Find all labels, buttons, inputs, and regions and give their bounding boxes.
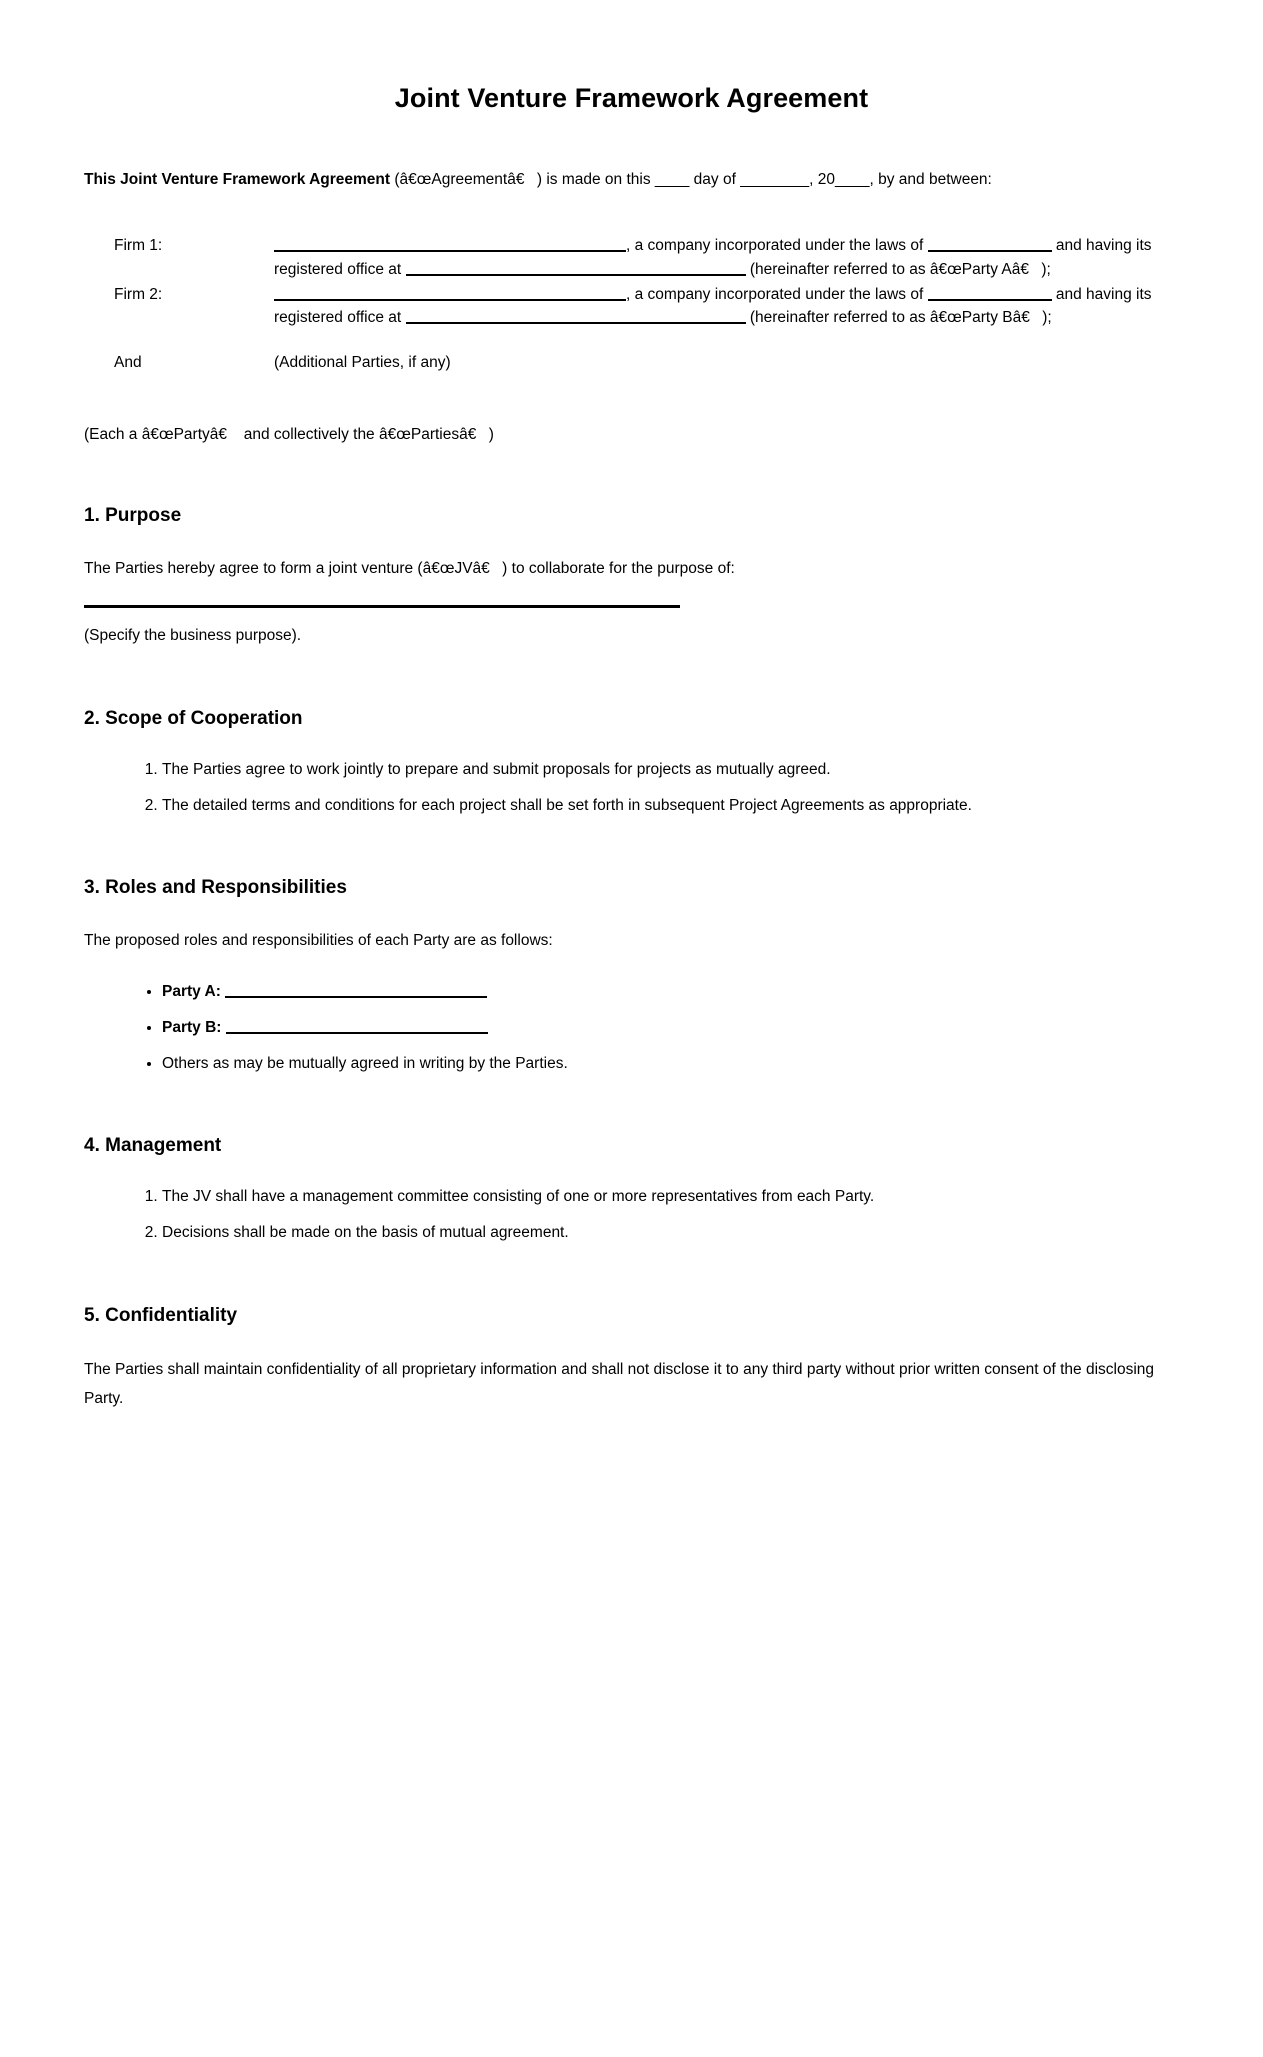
intro-bold-lead: This Joint Venture Framework Agreement	[84, 171, 391, 189]
firm-2-label: Firm 2:	[114, 285, 163, 303]
list-item-party-b	[162, 1016, 1179, 1041]
table-row	[84, 331, 1179, 374]
section-heading-confidentiality: 5. Confidentiality	[84, 1304, 238, 1326]
firm-2-details	[274, 283, 1179, 332]
party-a-label: Party A:	[162, 982, 221, 1000]
purpose-blank-line[interactable]	[84, 605, 680, 608]
table-row	[84, 234, 1179, 283]
section-heading-management: 4. Management	[84, 1135, 222, 1157]
list-item-party-a	[162, 980, 1179, 1005]
firm-1-details	[274, 234, 1179, 283]
purpose-body: The Parties hereby agree to form a joint venture (â€œJVâ€) to collaborate for the purpose of:	[84, 559, 735, 577]
list-item: 2. The detailed terms and conditions for each project shall be set forth in subsequent Project Agreements as appropriate.	[162, 794, 1179, 819]
firm-2-line2-tail: (hereinafter referred to as â€œParty Bâ€);	[749, 309, 1052, 327]
firm-1-office-blank[interactable]	[406, 258, 746, 276]
firm-2-line1-tail: and having its	[1055, 285, 1152, 303]
each-party-note: (Each a â€œPartyâ€ and collectively the â€œPartiesâ€)	[84, 425, 494, 443]
roles-body: The proposed roles and responsibilities of each Party are as follows:	[84, 932, 553, 950]
list-item: 1. The JV shall have a management committee consisting of one or more representatives from each Party.	[162, 1185, 1179, 1210]
roles-list	[84, 980, 1179, 1076]
party-a-blank[interactable]	[225, 980, 487, 998]
section-heading-scope: 2. Scope of Cooperation	[84, 708, 303, 730]
parties-table	[84, 234, 1179, 374]
scope-list	[84, 758, 1179, 819]
and-label: And	[114, 354, 142, 372]
section-heading-purpose: 1. Purpose	[84, 504, 182, 526]
management-list	[84, 1185, 1179, 1246]
firm-1-laws-lead: , a company incorporated under the laws of	[626, 237, 924, 255]
party-b-blank[interactable]	[226, 1016, 488, 1034]
firm-2-laws-lead: , a company incorporated under the laws of	[626, 285, 924, 303]
firm-2-office-blank[interactable]	[406, 307, 746, 325]
additional-parties-value: (Additional Parties, if any)	[274, 354, 451, 372]
firm-1-office-lead: registered office at	[274, 260, 402, 278]
list-item: • Others as may be mutually agreed in writing by the Parties.	[162, 1052, 1179, 1077]
firm-1-name-blank[interactable]	[274, 235, 626, 253]
section-heading-roles: 3. Roles and Responsibilities	[84, 877, 347, 899]
firm-2-laws-blank[interactable]	[928, 283, 1052, 301]
party-b-label: Party B:	[162, 1018, 222, 1036]
list-item: 1. The Parties agree to work jointly to prepare and submit proposals for projects as mutually agreed.	[162, 758, 1179, 783]
list-item: 2. Decisions shall be made on the basis of mutual agreement.	[162, 1221, 1179, 1246]
intro-rest: (â€œAgreementâ€) is made on this ____ day of ________, 20____, by and between:	[390, 171, 992, 189]
page-title: Joint Venture Framework Agreement	[394, 83, 869, 113]
firm-1-line1-tail: and having its	[1055, 237, 1152, 255]
purpose-note: (Specify the business purpose).	[84, 627, 302, 645]
firm-1-laws-blank[interactable]	[928, 235, 1052, 253]
firm-2-name-blank[interactable]	[274, 283, 626, 301]
firm-1-label: Firm 1:	[114, 237, 163, 255]
intro-paragraph	[84, 168, 1179, 192]
firm-1-line2-tail: (hereinafter referred to as â€œParty Aâ€);	[749, 260, 1051, 278]
table-row	[84, 283, 1179, 332]
firm-2-office-lead: registered office at	[274, 309, 402, 327]
confidentiality-body: The Parties shall maintain confidentiality of all proprietary information and shall not disclose it to any third party without prior written consent of the disclosing Party.	[84, 1361, 1155, 1407]
